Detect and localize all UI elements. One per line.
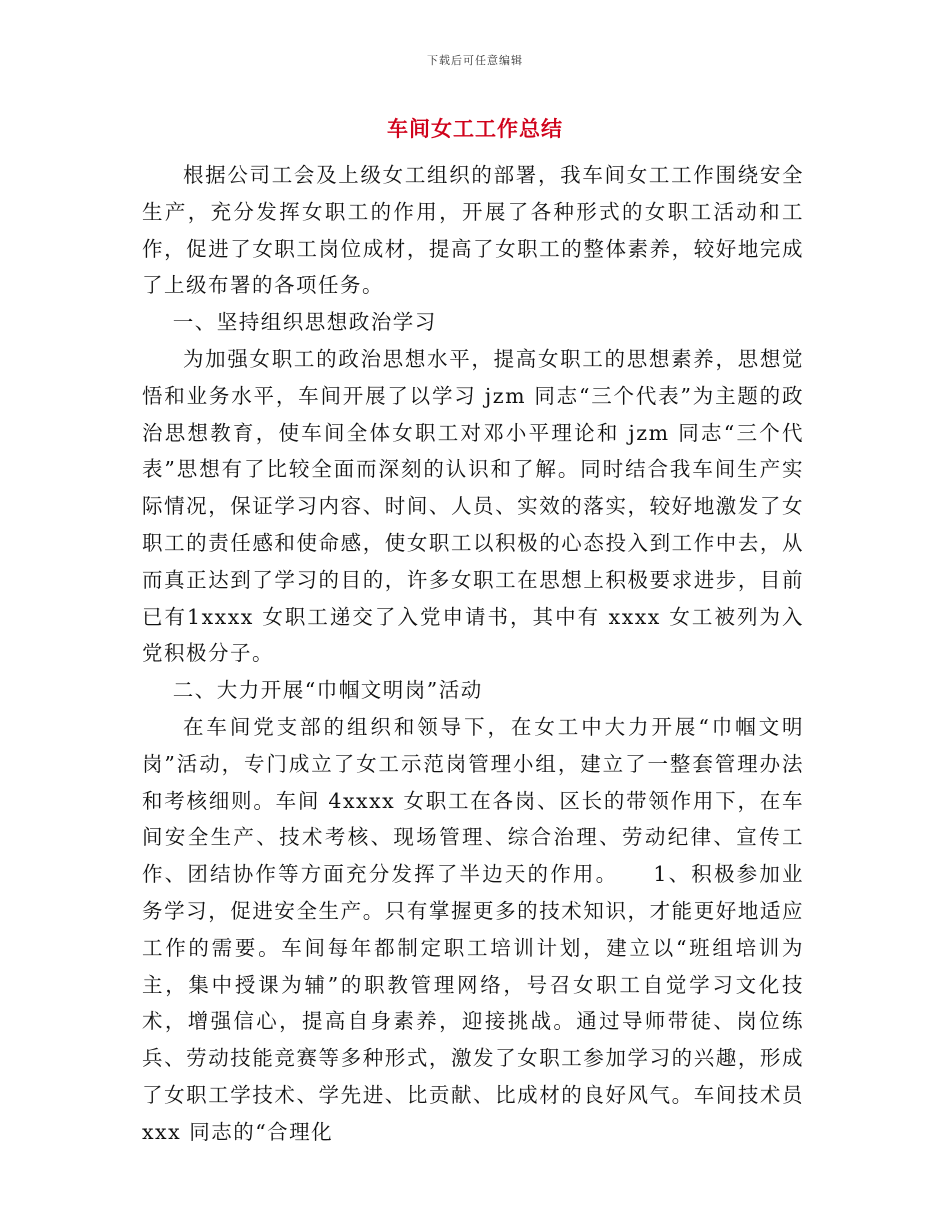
section-1-heading: 一、坚持组织思想政治学习 bbox=[172, 310, 437, 335]
document-title: 车间女工工作总结 bbox=[387, 116, 563, 141]
document-body bbox=[142, 157, 804, 1151]
section-2-heading: 二、大力开展“巾帼文明岗”活动 bbox=[172, 678, 483, 703]
header-note: 下载后可任意编辑 bbox=[427, 54, 523, 67]
section-1-paragraph: 为加强女职工的政治思想水平，提高女职工的思想素养，思想觉悟和业务水平，车间开展了以学习 jzm 同志“三个代表”为主题的政治思想教育，使车间全体女职工对邓小平理论和 jzm 同志“三个代表”思想有了比较全面而深刻的认识和了解。同时结合我车间生产实际情况，保证学习内容、时间、人员、实效的落实，较好地激发了女职工的责任感和使命感，使女职工以积极的心态投入到工作中去，从而真正达到了学习的目的，许多女职工在思想上积极要求进步，目前已有1xxxx 女职工递交了入党申请书，其中有 xxxx 女工被列为入党积极分子。 bbox=[142, 346, 804, 666]
intro-paragraph: 根据公司工会及上级女工组织的部署，我车间女工工作围绕安全生产，充分发挥女职工的作用，开展了各种形式的女职工活动和工作，促进了女职工岗位成材，提高了女职工的整体素养，较好地完成了上级布署的各项任务。 bbox=[142, 163, 804, 298]
section-2-paragraph: 在车间党支部的组织和领导下，在女工中大力开展“巾帼文明岗”活动，专门成立了女工示范岗管理小组，建立了一整套管理办法和考核细则。车间 4xxxx 女职工在各岗、区长的带领作用下，在车间安全生产、技术考核、现场管理、综合治理、劳动纪律、宣传工作、团结协作等方面充分发挥了半边天的作用。 1、积极参加业务学习，促进安全生产。只有掌握更多的技术知识，才能更好地适应工作的需要。车间每年都制定职工培训计划，建立以“班组培训为主，集中授课为辅”的职教管理网络，号召女职工自觉学习文化技术，增强信心，提高自身素养，迎接挑战。通过导师带徒、岗位练兵、劳动技能竞赛等多种形式，激发了女职工参加学习的兴趣，形成了女职工学技术、学先进、比贡献、比成材的良好风气。车间技术员 xxx 同志的“合理化 bbox=[142, 714, 804, 1144]
